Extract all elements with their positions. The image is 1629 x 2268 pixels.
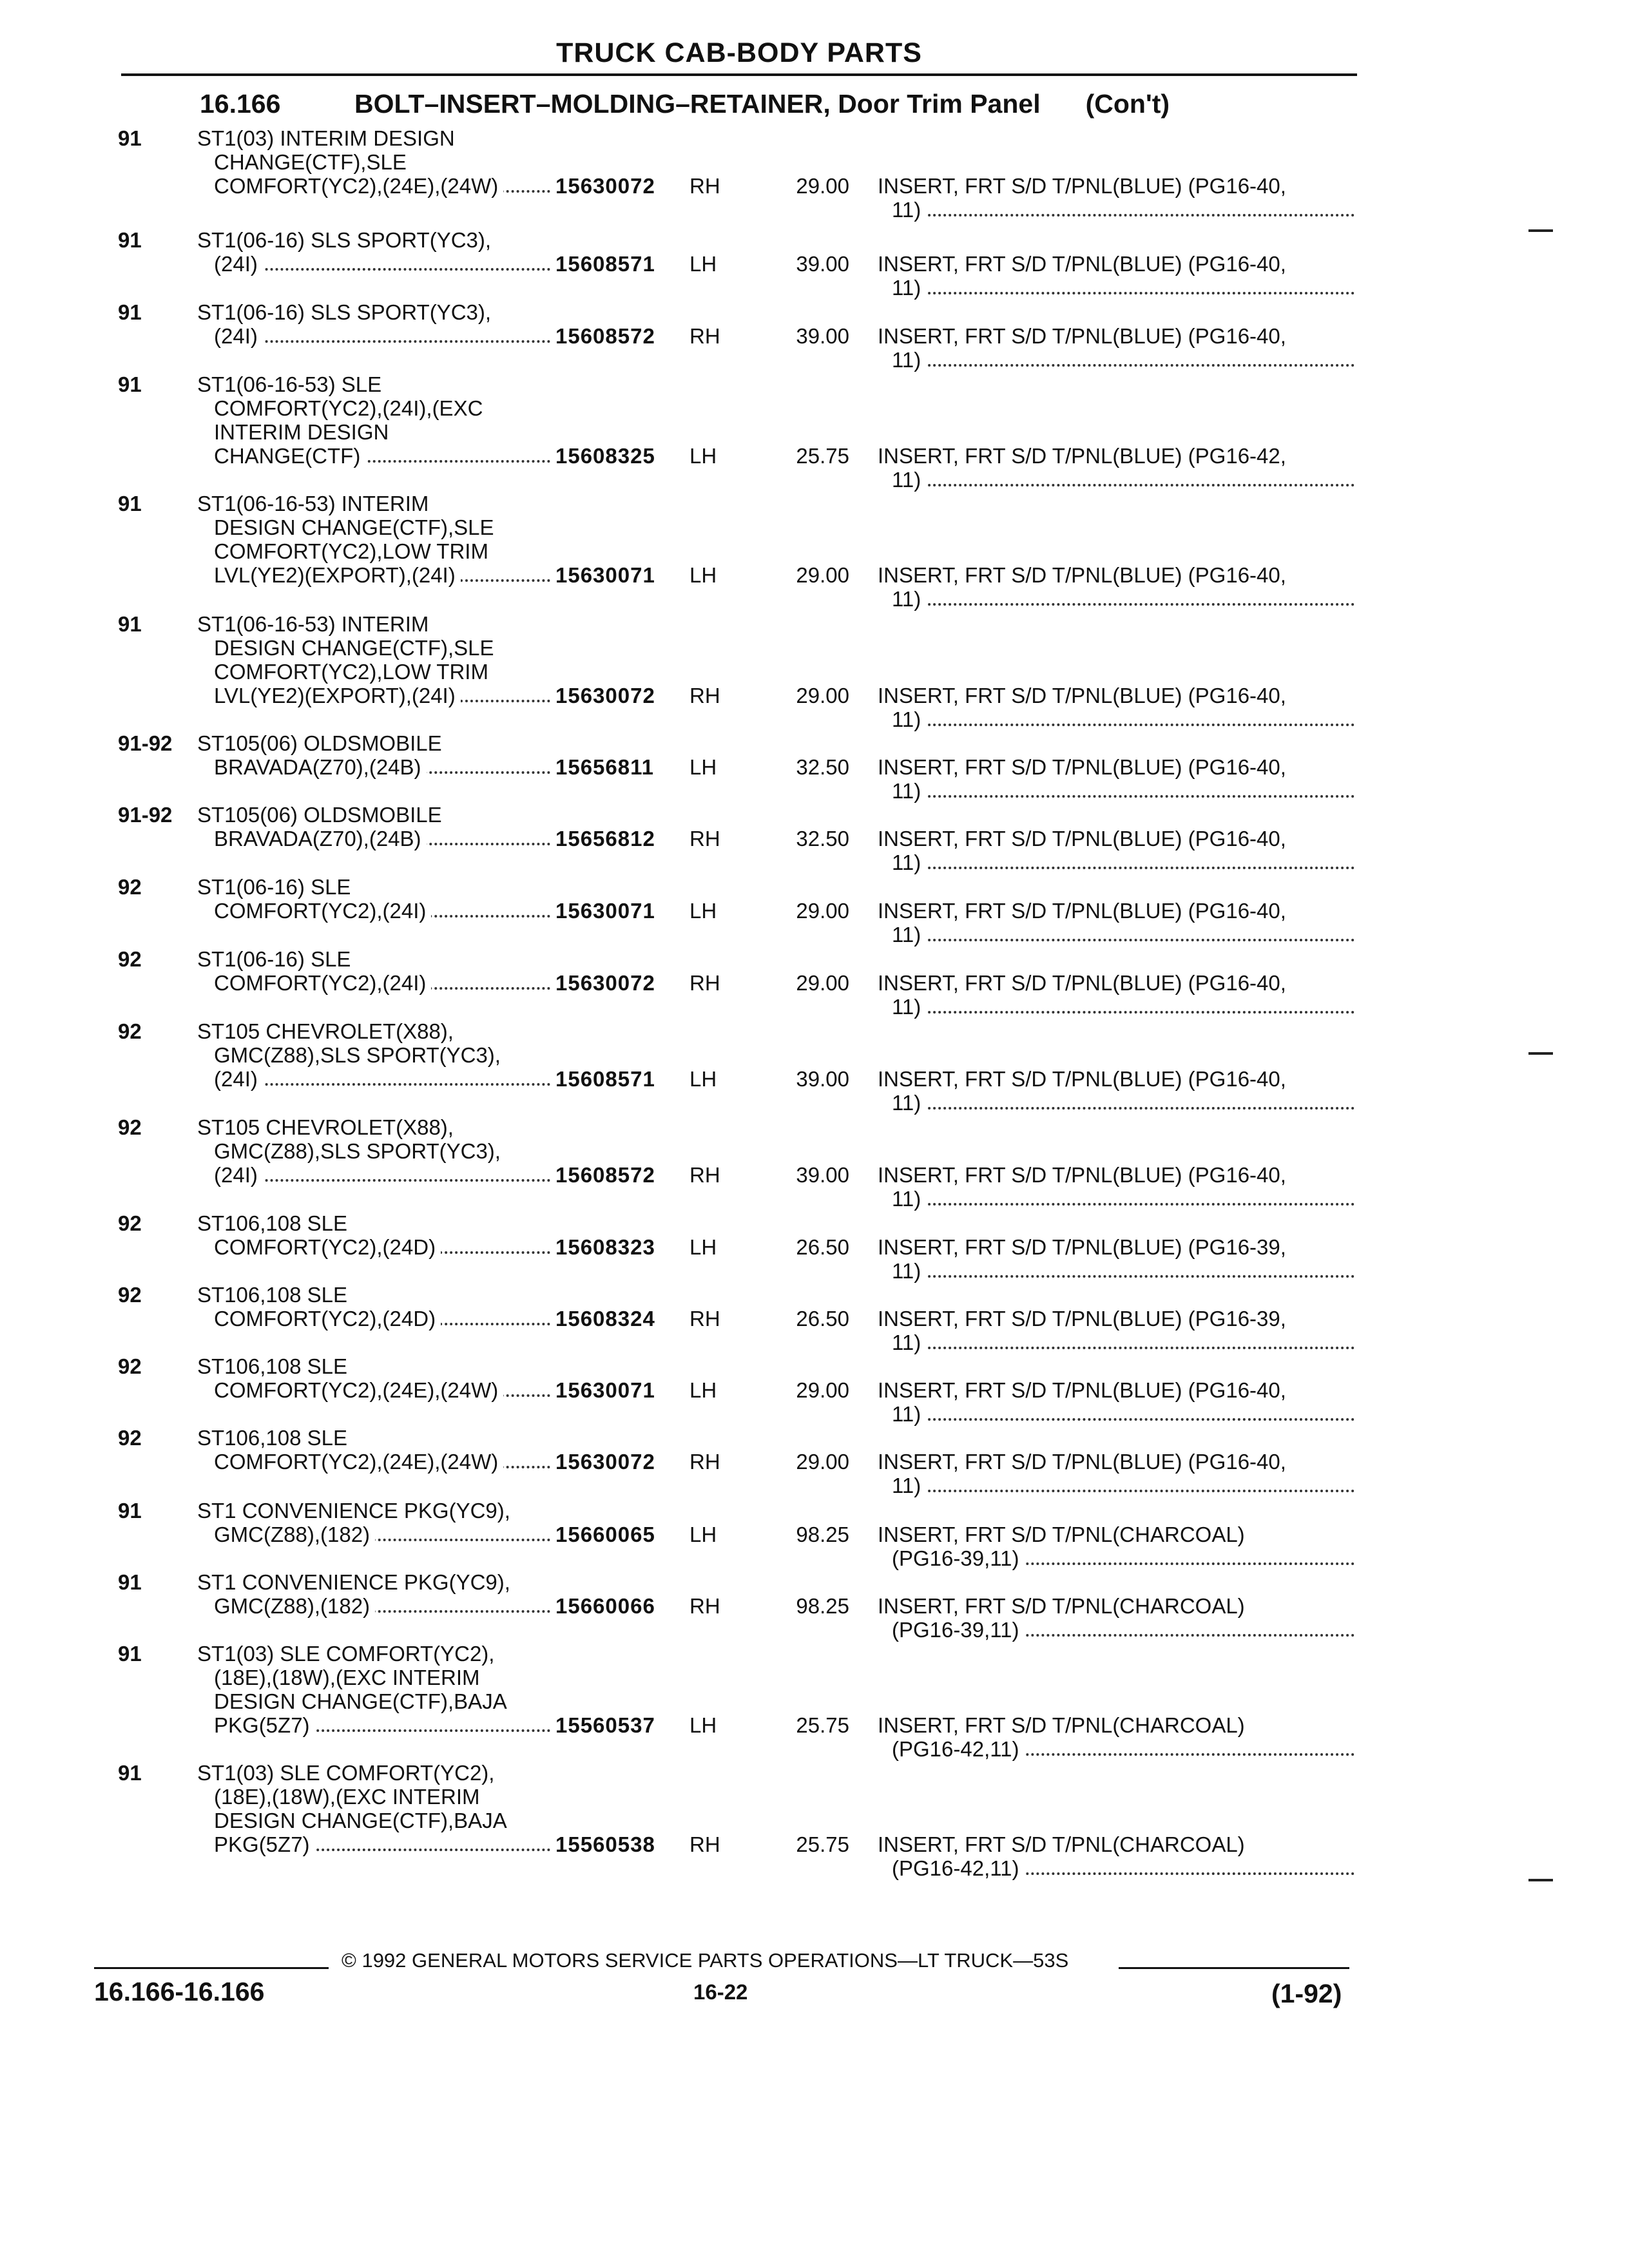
part-description-ref: 11) [892, 1474, 926, 1497]
price: 26.50 [796, 1307, 849, 1331]
part-number: 15608572 [555, 324, 655, 348]
application-description [197, 126, 558, 198]
part-number: 15656812 [555, 827, 655, 850]
part-number: 15630071 [555, 1378, 655, 1402]
dot-leader [214, 1179, 550, 1182]
part-description [878, 755, 1354, 803]
price: 25.75 [796, 1832, 849, 1856]
part-description-line: INSERT, FRT S/D T/PNL(BLUE) (PG16-40, [878, 563, 1286, 587]
description-line: ST106,108 SLE [197, 1283, 347, 1307]
model-years: 91 [118, 1570, 142, 1594]
price: 29.00 [796, 563, 849, 587]
application-description [197, 1642, 558, 1737]
part-number: 15608572 [555, 1163, 655, 1187]
part-description-ref: (PG16-39,11) [892, 1546, 1024, 1570]
page-header: TRUCK CAB-BODY PARTS [556, 37, 922, 68]
dot-leader [892, 292, 1354, 294]
description-line: DESIGN CHANGE(CTF),BAJA [214, 1809, 507, 1832]
description-line: INTERIM DESIGN [214, 420, 389, 444]
side-indicator: LH [689, 899, 717, 923]
part-number: 15630072 [555, 684, 655, 707]
part-description-line: INSERT, FRT S/D T/PNL(BLUE) (PG16-40, [878, 1450, 1286, 1474]
description-line: ST1 CONVENIENCE PKG(YC9), [197, 1570, 510, 1594]
description-line: ST105(06) OLDSMOBILE [197, 731, 442, 755]
description-text: COMFORT(YC2),(24E),(24W) [214, 1450, 503, 1474]
description-line [197, 1523, 558, 1546]
description-text: COMFORT(YC2),(24D) [214, 1307, 441, 1331]
description-text: (24I) [214, 1067, 263, 1091]
description-line [197, 1832, 558, 1856]
price: 29.00 [796, 684, 849, 707]
part-description-line [878, 276, 1354, 300]
part-description-line: INSERT, FRT S/D T/PNL(BLUE) (PG16-42, [878, 444, 1286, 468]
part-description-line [878, 1737, 1354, 1761]
application-description [197, 612, 558, 707]
section-name: BOLT–INSERT–MOLDING–RETAINER, Door Trim Panel [354, 89, 1041, 119]
part-description [878, 1713, 1354, 1761]
part-description [878, 444, 1354, 492]
part-description [878, 1235, 1354, 1283]
description-line: ST106,108 SLE [197, 1426, 347, 1450]
dot-leader [214, 268, 550, 271]
part-description [878, 252, 1354, 300]
description-line: (18E),(18W),(EXC INTERIM [214, 1666, 480, 1689]
part-description-line [878, 198, 1354, 222]
dot-leader [892, 1203, 1354, 1206]
part-description-ref: 11) [892, 198, 926, 222]
side-indicator: LH [689, 1235, 717, 1259]
price: 39.00 [796, 324, 849, 348]
application-description [197, 1354, 558, 1402]
description-line: ST106,108 SLE [197, 1354, 347, 1378]
dot-leader [892, 484, 1354, 486]
price: 39.00 [796, 1163, 849, 1187]
side-indicator: RH [689, 827, 720, 850]
part-description [878, 1594, 1354, 1642]
application-description [197, 1019, 558, 1091]
description-text: LVL(YE2)(EXPORT),(24I) [214, 563, 461, 587]
application-description [197, 228, 558, 276]
model-years: 91-92 [118, 731, 173, 755]
description-line: DESIGN CHANGE(CTF),SLE [214, 636, 494, 660]
description-text: COMFORT(YC2),(24I) [214, 899, 431, 923]
description-line [197, 444, 558, 468]
description-line: ST105(06) OLDSMOBILE [197, 803, 442, 827]
part-description-line [878, 1618, 1354, 1642]
description-text: LVL(YE2)(EXPORT),(24I) [214, 684, 461, 707]
part-description-ref: (PG16-42,11) [892, 1856, 1024, 1880]
dot-leader [892, 1347, 1354, 1349]
model-years: 92 [118, 1354, 142, 1378]
model-years: 92 [118, 1426, 142, 1450]
dot-leader [214, 1083, 550, 1086]
price: 39.00 [796, 252, 849, 276]
application-description [197, 1499, 558, 1546]
section-number: 16.166 [200, 89, 281, 119]
part-description-line [878, 1091, 1354, 1115]
part-number: 15608323 [555, 1235, 655, 1259]
part-number: 15608325 [555, 444, 655, 468]
part-description-line [878, 1856, 1354, 1880]
description-text: COMFORT(YC2),(24I) [214, 971, 431, 995]
part-description-line [878, 1402, 1354, 1426]
part-number: 15630072 [555, 971, 655, 995]
part-description-ref: 11) [892, 587, 926, 611]
price: 29.00 [796, 1450, 849, 1474]
part-number: 15560538 [555, 1832, 655, 1856]
model-years: 91 [118, 1642, 142, 1666]
price: 25.75 [796, 444, 849, 468]
dot-leader [892, 364, 1354, 367]
description-line [197, 899, 558, 923]
dot-leader [892, 214, 1354, 216]
description-line [197, 252, 558, 276]
part-description-ref: 11) [892, 707, 926, 731]
side-indicator: RH [689, 1307, 720, 1331]
side-indicator: LH [689, 444, 717, 468]
application-description [197, 947, 558, 995]
part-description-line: INSERT, FRT S/D T/PNL(BLUE) (PG16-39, [878, 1307, 1286, 1331]
description-line: ST105 CHEVROLET(X88), [197, 1019, 454, 1043]
revision-date: (1-92) [1271, 1979, 1342, 2008]
part-description-line: INSERT, FRT S/D T/PNL(BLUE) (PG16-40, [878, 1163, 1286, 1187]
application-description [197, 1761, 558, 1856]
part-description-ref: 11) [892, 276, 926, 300]
application-description [197, 300, 558, 348]
description-line: ST1(03) INTERIM DESIGN [197, 126, 455, 150]
side-indicator: LH [689, 1067, 717, 1091]
part-description-line [878, 995, 1354, 1019]
side-indicator: LH [689, 1713, 717, 1737]
part-description-line [878, 850, 1354, 874]
part-description-line: INSERT, FRT S/D T/PNL(BLUE) (PG16-40, [878, 1378, 1286, 1402]
part-description-line [878, 1546, 1354, 1570]
margin-tick [1528, 229, 1553, 232]
description-line: ST1(03) SLE COMFORT(YC2), [197, 1761, 495, 1785]
description-line: ST1(06-16-53) INTERIM [197, 612, 429, 636]
application-description [197, 1570, 558, 1618]
dot-leader [892, 1418, 1354, 1421]
part-description-line [878, 1187, 1354, 1211]
part-description-line [878, 707, 1354, 731]
description-line: ST1 CONVENIENCE PKG(YC9), [197, 1499, 510, 1523]
part-description-ref: 11) [892, 995, 926, 1019]
part-description-line: INSERT, FRT S/D T/PNL(CHARCOAL) [878, 1523, 1245, 1546]
part-number: 15608571 [555, 1067, 655, 1091]
part-description-line [878, 1474, 1354, 1497]
part-description [878, 174, 1354, 222]
side-indicator: LH [689, 755, 717, 779]
part-description [878, 1307, 1354, 1354]
model-years: 91 [118, 492, 142, 515]
description-text: CHANGE(CTF) [214, 444, 365, 468]
part-description [878, 899, 1354, 947]
part-description-line: INSERT, FRT S/D T/PNL(CHARCOAL) [878, 1832, 1245, 1856]
description-text: (24I) [214, 324, 263, 348]
description-text: BRAVADA(Z70),(24B) [214, 827, 427, 850]
part-description-line: INSERT, FRT S/D T/PNL(BLUE) (PG16-40, [878, 174, 1286, 198]
model-years: 92 [118, 947, 142, 971]
description-line [197, 174, 558, 198]
section-continued: (Con't) [1085, 89, 1170, 119]
description-text: COMFORT(YC2),(24E),(24W) [214, 1378, 503, 1402]
description-line: ST106,108 SLE [197, 1211, 347, 1235]
part-description-ref: (PG16-42,11) [892, 1737, 1024, 1761]
model-years: 91 [118, 1499, 142, 1523]
description-line: COMFORT(YC2),LOW TRIM [214, 539, 488, 563]
part-description [878, 1523, 1354, 1570]
description-line: GMC(Z88),SLS SPORT(YC3), [214, 1043, 501, 1067]
part-description-ref: 11) [892, 1187, 926, 1211]
description-text: (24I) [214, 252, 263, 276]
part-description-line [878, 1259, 1354, 1283]
side-indicator: RH [689, 1450, 720, 1474]
part-description-line [878, 779, 1354, 803]
dot-leader [892, 1107, 1354, 1110]
part-description-line: INSERT, FRT S/D T/PNL(BLUE) (PG16-40, [878, 899, 1286, 923]
part-description-ref: 11) [892, 779, 926, 803]
dot-leader [892, 603, 1354, 606]
price: 26.50 [796, 1235, 849, 1259]
side-indicator: LH [689, 1523, 717, 1546]
part-description-line [878, 468, 1354, 492]
description-text: GMC(Z88),(182) [214, 1594, 375, 1618]
part-description-line [878, 587, 1354, 611]
model-years: 92 [118, 1115, 142, 1139]
side-indicator: RH [689, 1594, 720, 1618]
part-description [878, 1832, 1354, 1880]
model-years: 91 [118, 372, 142, 396]
part-description [878, 1450, 1354, 1497]
price: 29.00 [796, 1378, 849, 1402]
part-description [878, 1067, 1354, 1115]
description-text: COMFORT(YC2),(24E),(24W) [214, 174, 503, 198]
description-line: ST1(06-16-53) SLE [197, 372, 382, 396]
dot-leader [892, 867, 1354, 869]
description-text: PKG(5Z7) [214, 1713, 315, 1737]
margin-tick [1528, 1052, 1553, 1055]
application-description [197, 1115, 558, 1187]
part-description-line: INSERT, FRT S/D T/PNL(BLUE) (PG16-40, [878, 971, 1286, 995]
side-indicator: LH [689, 1378, 717, 1402]
description-line [197, 1713, 558, 1737]
part-description [878, 827, 1354, 874]
description-line: (18E),(18W),(EXC INTERIM [214, 1785, 480, 1809]
description-line: DESIGN CHANGE(CTF),SLE [214, 515, 494, 539]
application-description [197, 803, 558, 850]
part-number: 15656811 [555, 755, 655, 779]
part-description-ref: (PG16-39,11) [892, 1618, 1024, 1642]
side-indicator: LH [689, 252, 717, 276]
description-line [197, 755, 558, 779]
application-description [197, 1211, 558, 1259]
part-number: 15560537 [555, 1713, 655, 1737]
description-line: DESIGN CHANGE(CTF),BAJA [214, 1689, 507, 1713]
part-description-ref: 11) [892, 348, 926, 372]
part-description-line: INSERT, FRT S/D T/PNL(BLUE) (PG16-40, [878, 755, 1286, 779]
dot-leader [892, 1011, 1354, 1014]
price: 39.00 [796, 1067, 849, 1091]
description-line: ST1(03) SLE COMFORT(YC2), [197, 1642, 495, 1666]
description-line [197, 827, 558, 850]
price: 98.25 [796, 1594, 849, 1618]
part-description-line: INSERT, FRT S/D T/PNL(BLUE) (PG16-39, [878, 1235, 1286, 1259]
part-description-ref: 11) [892, 1091, 926, 1115]
footer-rule [1119, 1967, 1349, 1969]
part-description-line: INSERT, FRT S/D T/PNL(BLUE) (PG16-40, [878, 1067, 1286, 1091]
price: 29.00 [796, 899, 849, 923]
dot-leader [892, 1275, 1354, 1278]
part-description-line: INSERT, FRT S/D T/PNL(BLUE) (PG16-40, [878, 827, 1286, 850]
part-description [878, 324, 1354, 372]
part-description [878, 563, 1354, 611]
description-text: COMFORT(YC2),(24D) [214, 1235, 441, 1259]
application-description [197, 875, 558, 923]
part-description [878, 1163, 1354, 1211]
part-description-line [878, 348, 1354, 372]
side-indicator: RH [689, 174, 720, 198]
price: 32.50 [796, 755, 849, 779]
footer-rule [94, 1967, 329, 1969]
margin-tick [1528, 1879, 1553, 1881]
description-line: COMFORT(YC2),(24I),(EXC [214, 396, 483, 420]
description-text: PKG(5Z7) [214, 1832, 315, 1856]
application-description [197, 372, 558, 468]
side-indicator: RH [689, 1163, 720, 1187]
side-indicator: RH [689, 1832, 720, 1856]
part-number: 15630072 [555, 1450, 655, 1474]
price: 98.25 [796, 1523, 849, 1546]
description-line: ST1(06-16) SLS SPORT(YC3), [197, 228, 492, 252]
model-years: 92 [118, 1019, 142, 1043]
model-years: 91-92 [118, 803, 173, 827]
application-description [197, 731, 558, 779]
price: 29.00 [796, 971, 849, 995]
price: 29.00 [796, 174, 849, 198]
part-description-line: INSERT, FRT S/D T/PNL(CHARCOAL) [878, 1594, 1245, 1618]
part-description-line: INSERT, FRT S/D T/PNL(BLUE) (PG16-40, [878, 684, 1286, 707]
part-description-line: INSERT, FRT S/D T/PNL(BLUE) (PG16-40, [878, 252, 1286, 276]
description-line [197, 563, 558, 587]
part-number: 15660065 [555, 1523, 655, 1546]
part-description-ref: 11) [892, 923, 926, 947]
description-line: ST1(06-16-53) INTERIM [197, 492, 429, 515]
part-description-line: INSERT, FRT S/D T/PNL(BLUE) (PG16-40, [878, 324, 1286, 348]
dot-leader [892, 724, 1354, 726]
side-indicator: LH [689, 563, 717, 587]
application-description [197, 1283, 558, 1331]
part-number: 15630072 [555, 174, 655, 198]
description-line [197, 971, 558, 995]
part-description-ref: 11) [892, 1331, 926, 1354]
part-description-line [878, 1331, 1354, 1354]
description-text: GMC(Z88),(182) [214, 1523, 375, 1546]
side-indicator: RH [689, 684, 720, 707]
dot-leader [892, 939, 1354, 941]
description-line [197, 324, 558, 348]
dot-leader [214, 340, 550, 343]
side-indicator: RH [689, 971, 720, 995]
part-description-ref: 11) [892, 850, 926, 874]
part-description [878, 971, 1354, 1019]
description-line: ST105 CHEVROLET(X88), [197, 1115, 454, 1139]
part-number: 15608324 [555, 1307, 655, 1331]
description-line [197, 1594, 558, 1618]
description-line [197, 1163, 558, 1187]
side-indicator: RH [689, 324, 720, 348]
description-line [197, 1235, 558, 1259]
description-line [197, 1450, 558, 1474]
dot-leader [892, 1490, 1354, 1492]
part-description-ref: 11) [892, 468, 926, 492]
footer-section-range: 16.166-16.166 [94, 1977, 265, 2006]
part-description-line [878, 923, 1354, 947]
model-years: 92 [118, 1283, 142, 1307]
model-years: 91 [118, 126, 142, 150]
part-description [878, 684, 1354, 731]
part-number: 15660066 [555, 1594, 655, 1618]
description-line: CHANGE(CTF),SLE [214, 150, 407, 174]
dot-leader [892, 795, 1354, 798]
description-line: ST1(06-16) SLS SPORT(YC3), [197, 300, 492, 324]
model-years: 92 [118, 1211, 142, 1235]
part-description-ref: 11) [892, 1402, 926, 1426]
description-line: GMC(Z88),SLS SPORT(YC3), [214, 1139, 501, 1163]
model-years: 91 [118, 612, 142, 636]
description-line [197, 684, 558, 707]
price: 32.50 [796, 827, 849, 850]
part-description-ref: 11) [892, 1259, 926, 1283]
part-number: 15608571 [555, 252, 655, 276]
model-years: 91 [118, 1761, 142, 1785]
price: 25.75 [796, 1713, 849, 1737]
part-description [878, 1378, 1354, 1426]
description-line [197, 1067, 558, 1091]
part-number: 15630071 [555, 563, 655, 587]
part-number: 15630071 [555, 899, 655, 923]
description-line: ST1(06-16) SLE [197, 947, 351, 971]
model-years: 91 [118, 300, 142, 324]
description-text: BRAVADA(Z70),(24B) [214, 755, 427, 779]
description-line: COMFORT(YC2),LOW TRIM [214, 660, 488, 684]
description-line [197, 1378, 558, 1402]
application-description [197, 492, 558, 587]
model-years: 92 [118, 875, 142, 899]
page-number: 16-22 [693, 1980, 748, 2004]
part-description-line: INSERT, FRT S/D T/PNL(CHARCOAL) [878, 1713, 1245, 1737]
description-line: ST1(06-16) SLE [197, 875, 351, 899]
description-line [197, 1307, 558, 1331]
copyright-notice: © 1992 GENERAL MOTORS SERVICE PARTS OPERATIONS—LT TRUCK—53S [342, 1949, 1069, 1972]
model-years: 91 [118, 228, 142, 252]
description-text: (24I) [214, 1163, 263, 1187]
application-description [197, 1426, 558, 1474]
